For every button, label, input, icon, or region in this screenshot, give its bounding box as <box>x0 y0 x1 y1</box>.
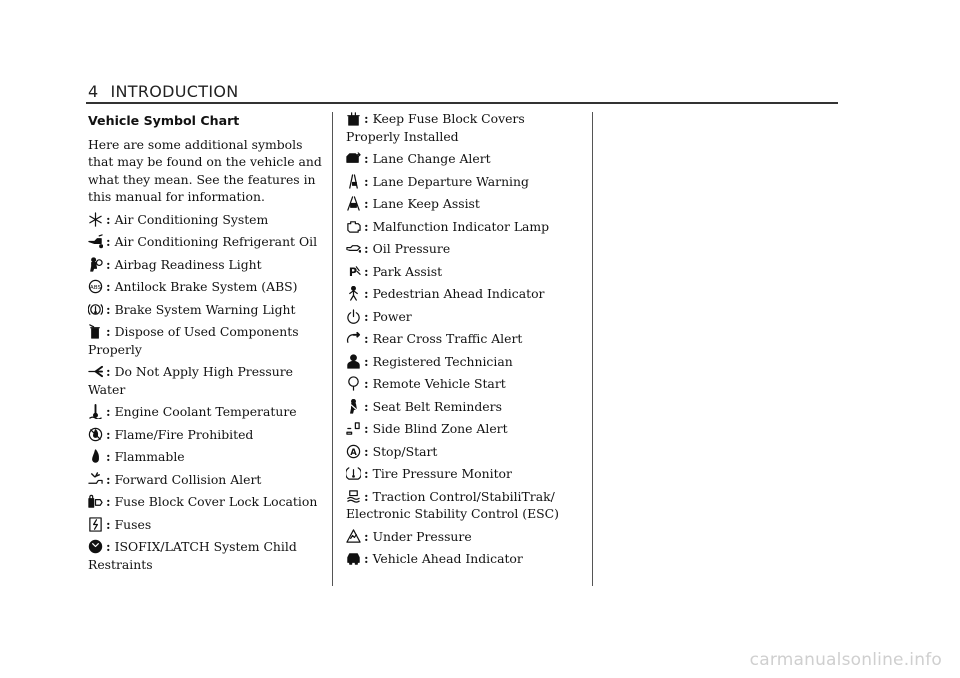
symbol-item <box>88 301 324 319</box>
separator-colon: : <box>106 449 111 464</box>
seat-belt-icon <box>346 399 361 414</box>
lane-change-icon <box>346 151 361 166</box>
symbol-item <box>346 550 582 568</box>
brake-warning-icon <box>88 302 103 317</box>
separator-colon: : <box>364 376 369 391</box>
symbol-item <box>346 173 582 191</box>
symbol-label: Rear Cross Traffic Alert <box>372 331 523 346</box>
separator-colon: : <box>106 404 111 419</box>
snowflake-icon <box>88 212 103 227</box>
symbol-list <box>88 211 324 574</box>
traction-control-icon <box>346 489 361 504</box>
symbol-label: Side Blind Zone Alert <box>372 421 508 436</box>
separator-colon: : <box>106 279 111 294</box>
separator-colon: : <box>364 551 369 566</box>
symbol-label: Traction Control/StabiliTrak/ Electronic Stability Control (ESC) <box>346 488 559 521</box>
fuse-lock-icon <box>88 494 103 509</box>
separator-colon: : <box>364 151 369 166</box>
watermark: carmanualsonline.info <box>749 650 942 670</box>
symbol-list <box>346 110 582 568</box>
symbol-label: Registered Technician <box>372 353 513 369</box>
symbol-label: Oil Pressure <box>372 241 451 256</box>
separator-colon: : <box>106 301 111 317</box>
under-pressure-icon <box>346 529 361 544</box>
symbol-item <box>346 263 582 281</box>
symbol-label: Lane Keep Assist <box>372 196 480 211</box>
separator-colon: : <box>106 539 111 554</box>
symbol-label: Park Assist <box>372 263 443 279</box>
symbol-item <box>346 330 582 348</box>
symbol-label: Flame/Fire Prohibited <box>114 426 254 442</box>
symbol-item <box>346 398 582 416</box>
separator-colon: : <box>364 353 369 369</box>
symbol-item <box>88 323 324 358</box>
airbag-icon <box>88 257 103 272</box>
separator-colon: : <box>364 398 369 414</box>
no-pressure-water-icon <box>88 364 103 379</box>
symbol-label: Do Not Apply High Pressure Water <box>88 364 294 397</box>
symbol-label: Engine Coolant Temperature <box>114 404 297 419</box>
symbol-label: Pedestrian Ahead Indicator <box>372 286 545 301</box>
separator-colon: : <box>364 218 369 234</box>
header-rule <box>86 102 838 104</box>
separator-colon: : <box>106 516 111 532</box>
symbol-item <box>88 403 324 421</box>
separator-colon: : <box>364 286 369 301</box>
symbol-item <box>346 443 582 461</box>
separator-colon: : <box>106 324 111 339</box>
blind-zone-icon <box>346 421 361 436</box>
symbol-label: Dispose of Used Components Properly <box>88 324 299 357</box>
separator-colon: : <box>106 256 111 272</box>
symbol-label: ISOFIX/LATCH System Child Restraints <box>88 539 297 572</box>
symbol-item <box>346 195 582 213</box>
rear-cross-traffic-icon <box>346 331 361 346</box>
symbol-label: Malfunction Indicator Lamp <box>372 218 550 234</box>
symbol-label: Forward Collision Alert <box>114 471 262 487</box>
separator-colon: : <box>364 443 369 459</box>
separator-colon: : <box>106 426 111 442</box>
symbol-item <box>88 516 324 534</box>
intro-paragraph: Here are some additional symbols that may be found on the vehicle and what they mean. See the features in this manual for information. <box>88 136 322 204</box>
symbol-label: Under Pressure <box>372 528 472 544</box>
section-title: Vehicle Symbol Chart <box>88 113 240 128</box>
symbol-label: Flammable <box>114 449 185 464</box>
separator-colon: : <box>364 263 369 279</box>
separator-colon: : <box>364 528 369 544</box>
symbol-item <box>88 278 324 296</box>
fuse-icon <box>88 517 103 532</box>
symbol-item <box>88 493 324 511</box>
separator-colon: : <box>106 494 111 509</box>
symbol-item <box>346 488 582 523</box>
symbol-label: Air Conditioning System <box>114 211 269 227</box>
separator-colon: : <box>106 364 111 379</box>
vehicle-ahead-icon <box>346 551 361 566</box>
flame-prohibited-icon <box>88 427 103 442</box>
power-icon <box>346 309 361 324</box>
symbol-label: Tire Pressure Monitor <box>372 466 512 481</box>
tire-pressure-icon <box>346 466 361 481</box>
symbol-item <box>346 308 582 326</box>
symbol-item <box>88 211 324 229</box>
symbol-label: Seat Belt Reminders <box>372 398 502 414</box>
symbol-label: Fuse Block Cover Lock Location <box>114 494 318 509</box>
lane-departure-icon <box>346 174 361 189</box>
symbol-label: Fuses <box>114 516 152 532</box>
refrigerant-oil-icon <box>88 234 103 249</box>
symbol-item <box>346 353 582 371</box>
symbol-item <box>346 240 582 258</box>
engine-icon <box>346 219 361 234</box>
svg-text:A: A <box>350 446 357 457</box>
coolant-temperature-icon <box>88 404 103 419</box>
separator-colon: : <box>364 173 369 189</box>
symbol-item <box>88 256 324 274</box>
symbol-label: Remote Vehicle Start <box>372 376 506 391</box>
flammable-icon <box>88 449 103 464</box>
child-seat-icon <box>88 539 103 554</box>
column-left <box>88 110 324 578</box>
forward-collision-icon <box>88 472 103 487</box>
symbol-item <box>88 363 324 398</box>
separator-colon: : <box>364 111 369 126</box>
symbol-item <box>88 426 324 444</box>
symbol-item <box>88 471 324 489</box>
separator-colon: : <box>364 241 369 256</box>
symbol-label: Air Conditioning Refrigerant Oil <box>114 234 318 249</box>
symbol-item <box>88 233 324 251</box>
symbol-label: Antilock Brake System (ABS) <box>114 279 298 294</box>
pedestrian-icon <box>346 286 361 301</box>
symbol-item <box>346 420 582 438</box>
symbol-label: Lane Departure Warning <box>372 173 529 189</box>
remote-start-icon <box>346 376 361 391</box>
fuse-cover-icon <box>346 111 361 126</box>
column-middle <box>346 110 582 573</box>
symbol-item <box>88 538 324 573</box>
symbol-label: Lane Change Alert <box>372 151 491 166</box>
separator-colon: : <box>364 466 369 481</box>
separator-colon: : <box>364 421 369 436</box>
symbol-item <box>88 448 324 466</box>
symbol-label: Keep Fuse Block Covers Properly Installed <box>346 111 525 144</box>
abs-icon <box>88 279 103 294</box>
column-divider <box>592 112 593 586</box>
symbol-item <box>346 465 582 483</box>
page-header <box>88 82 239 101</box>
symbol-item <box>346 218 582 236</box>
section-name: INTRODUCTION <box>110 82 239 101</box>
separator-colon: : <box>106 211 111 227</box>
symbol-item <box>346 375 582 393</box>
separator-colon: : <box>106 234 111 249</box>
park-assist-icon <box>346 264 361 279</box>
svg-text:P: P <box>348 265 358 279</box>
separator-colon: : <box>364 308 369 324</box>
symbol-label: Airbag Readiness Light <box>114 256 262 272</box>
separator-colon: : <box>364 488 369 504</box>
separator-colon: : <box>364 196 369 211</box>
symbol-item <box>346 150 582 168</box>
symbol-item <box>346 110 582 145</box>
technician-icon <box>346 354 361 369</box>
lane-keep-icon <box>346 196 361 211</box>
svg-text:ABS: ABS <box>89 284 102 291</box>
oil-can-icon <box>346 241 361 256</box>
symbol-label: Power <box>372 308 412 324</box>
separator-colon: : <box>364 331 369 346</box>
column-divider <box>332 112 333 586</box>
symbol-item <box>346 285 582 303</box>
dispose-icon <box>88 324 103 339</box>
symbol-label: Brake System Warning Light <box>114 301 296 317</box>
page-number: 4 <box>88 82 99 101</box>
symbol-item <box>346 528 582 546</box>
separator-colon: : <box>106 471 111 487</box>
symbol-label: Vehicle Ahead Indicator <box>372 551 523 566</box>
stop-start-icon <box>346 444 361 459</box>
symbol-label: Stop/Start <box>372 443 438 459</box>
